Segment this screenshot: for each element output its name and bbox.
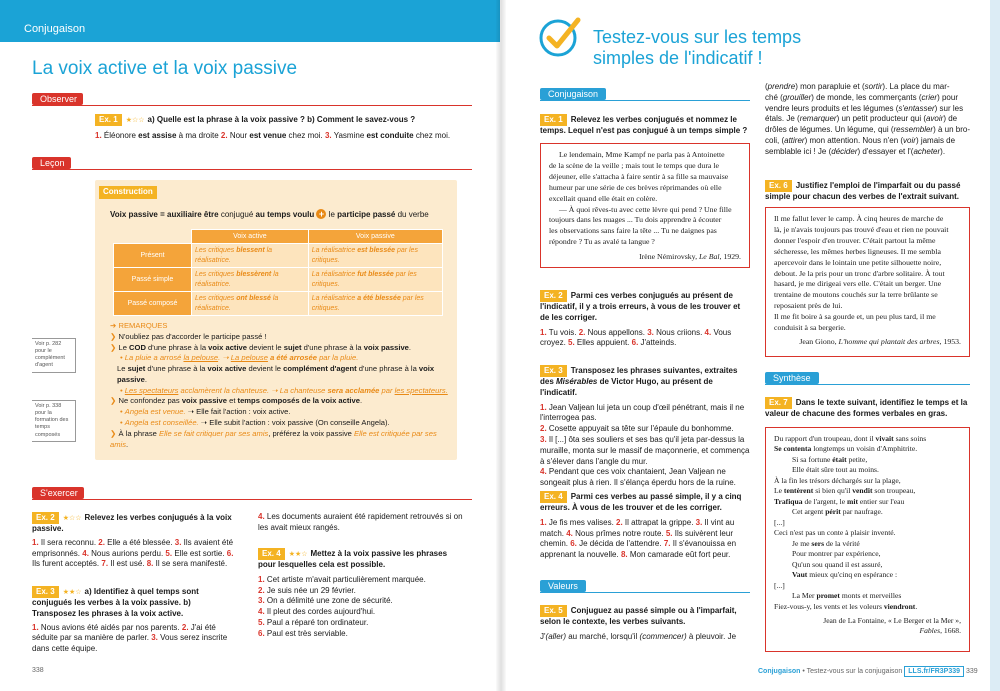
quote-source: Fables, 1668.	[919, 626, 961, 636]
right-exercise-6: Ex. 6 Justifiez l'emploi de l'imparfait ou du passé simple pour chacun des verbes de l'extrait suivant.	[765, 181, 961, 201]
right-edge-band	[990, 0, 1000, 691]
table-row	[114, 292, 443, 316]
right-exercise-2: Ex. 2 Parmi ces verbes conjugués au présent de l'indicatif, il y a trois erreurs, à vous de les trouver et de les corriger. 1. Tu vois. 2. Nous appellons. 3. Nous criions. 4. Vous croyez. 5. Elles appuient. 6. J'atteinds.	[540, 291, 741, 348]
remark-item: ❯ Ne confondez pas voix passive et temps composés de la voix active.	[110, 396, 363, 406]
section-tab-lecon: Leçon	[32, 157, 71, 169]
right-exercise-5-continued: (prendre) mon parapluie et (sortir). La place du mar- ché (grouiller) de monde, les commerçants (crier) pour vendre leurs produits et les légumes (s'entasser) sur les étals. Je (remarquer) un petit producteur qui (avoir) de drôles de légumes. Un légume, qui (ressembler) à un bro- coli, (attirer) mon attention. Nous n'en (voir) jamais de semblable ici ! Je (décider) d'essayer et l'(acheter).	[765, 82, 970, 156]
remark-item: Le sujet d'une phrase à la voix active devient le complément d'agent d'une phrase à la voix passive.	[117, 364, 435, 384]
footer-right: Conjugaison • Testez-vous sur la conjugaison LLS.fr/FR3P339 339	[758, 666, 978, 677]
remark-item: ❯ Le COD d'une phrase à la voix active devient le sujet d'une phrase à la voix passive.	[110, 342, 412, 352]
section-rule	[32, 499, 472, 500]
remarques-block	[110, 321, 455, 450]
page-title: La voix active et la voix passive	[32, 58, 298, 79]
right-exercise-4: Ex. 4 Parmi ces verbes au passé simple, il y a cinq erreurs. À vous de les trouver et de les corriger. 1. Je fis mes valises. 2. Il attrapat la grippe. 3. Il vint au match. 4. Nous prîmes notre route. 5. Ils suivèrent leur chemin. 6. Je décida de l'attendre. 7. Il s'évanouissa en apprenant la nouvelle. 8. Mon camarade eût fort peur.	[540, 492, 742, 560]
right-exercise-1: Ex. 1 Relevez les verbes conjugués et nommez le temps. Lequel n'est pas conjugué à un temps simple ?	[540, 115, 748, 135]
quote-source: Jean de La Fontaine, « Le Berger et la Mer »,	[823, 615, 961, 625]
passive-cell: La réalisatrice a été blessée par les critiques.	[308, 292, 442, 316]
table-row	[114, 244, 443, 268]
quote-box-lafontaine: Du rapport d'un troupeau, dont il vivait sans soins Se contenta longtemps un voisin d'Amphitrite. Si sa fortune était petite, Elle était sûre tout au moins. À la fin les trésors déchargés sur la plage, Le tentèrent si bien qu'il vendit son troupeau, Trafiqua de l'argent, le mit entier sur l'eau Cet argent périt par naufrage. [...] Ceci n'est pas un conte à plaisir inventé. Je me sers de la vérité Pour montrer par expérience, Qu'un sou quand il est assuré, Vaut mieux qu'cinq en espérance : [...] La Mer promet monts et merveilles Fiez-vous-y, les vents et les voleurs viendront. Jean de La Fontaine, « Le Berger et la Mer », Fables, 1668.	[765, 427, 970, 652]
exercise-badge: Ex. 2	[540, 290, 567, 302]
remark-example: • La pluie a arrosé la pelouse. ➝ La pelouse a été arrosée par la pluie.	[120, 353, 359, 363]
exercise-badge: Ex. 2	[32, 512, 59, 524]
exercise-badge: Ex. 7	[765, 397, 792, 409]
conjugation-table	[113, 229, 443, 316]
right-exercise-7: Ex. 7 Dans le texte suivant, identifiez le temps et la valeur de chacune des formes verbales en gras.	[765, 398, 968, 418]
tense-cell: Passé simple	[114, 268, 192, 292]
section-rule	[540, 100, 750, 101]
exercise-badge: Ex. 1	[95, 114, 122, 126]
exercise-badge: Ex. 4	[258, 548, 285, 560]
side-note-temps: Voir p. 338 pour la formation des temps composés	[32, 400, 76, 442]
chapter-band	[0, 0, 500, 42]
tense-cell: Passé composé	[114, 292, 192, 316]
exercise-badge: Ex. 3	[540, 365, 567, 377]
table-row	[114, 268, 443, 292]
section-tab-exercer: S'exercer	[32, 487, 84, 499]
quote-source: Irène Némirovsky, Le Bal, 1929.	[639, 252, 741, 262]
right-title: Testez-vous sur les temps simples de l'indicatif !	[593, 27, 802, 68]
exercise-badge: Ex. 5	[540, 605, 567, 617]
quote-source: Jean Giono, L'homme qui plantait des arbres, 1953.	[799, 336, 961, 346]
quote-box-giono: Il me fallut lever le camp. À cinq heures de marche de là, je n'avais toujours pas trouvé d'eau et rien ne pouvait donner l'espoir d'en trouver. C'était partout la même sécheresse, les mêmes herbes ligneuses. Il me sembla apercevoir dans le lointain une petite silhouette noire, debout. Je la pris pour un tronc d'arbre solitaire. À tout hasard, je me dirigeai vers elle. C'était un berger. Une trentaine de moutons couchés sur la terre brûlante se reposaient près de lui. Il me fit boire à sa gourde et, un peu plus tard, il me conduisit à sa bergerie. Jean Giono, L'homme qui plantait des arbres, 1953.	[765, 207, 970, 357]
construction-label: Construction	[99, 186, 157, 199]
chapter-label: Conjugaison	[24, 23, 86, 35]
difficulty-stars: ★☆☆	[125, 117, 145, 124]
active-cell: Les critiques blessèrent la réalisatrice.	[192, 268, 309, 292]
passive-cell: La réalisatrice fut blessée par les critiques.	[308, 268, 442, 292]
section-rule	[540, 592, 750, 593]
book-gutter	[496, 0, 506, 691]
observer-question: Ex. 1 ★☆☆ a) Quelle est la phrase à la voix passive ? b) Comment le savez-vous ?	[95, 114, 475, 126]
table-corner	[114, 230, 192, 244]
section-tab-valeurs: Valeurs	[540, 580, 586, 592]
exercise-2: Ex. 2 ★☆☆ Relevez les verbes conjugués à la voix passive. 1. Il sera reconnu. 2. Elle a été blessée. 3. Ils avaient été emprisonnés. 4. Nous aurions perdu. 5. Elle est sortie. 6. Ils furent acceptés. 7. Il est usé. 8. Il se sera manifesté.	[32, 513, 234, 569]
plus-icon: +	[316, 209, 326, 219]
active-cell: Les critiques ont blessé la réalisatrice.	[192, 292, 309, 316]
exercise-3: Ex. 3 ★★☆ a) Identifiez à quel temps sont conjugués les verbes à la voix passive. b) Transposez les phrases à la voix active. 1. Nous avions été aidés par nos parents. 2. J'ai été séduite par sa manière de parler. 3. Vous serez inscrite dans cette équipe.	[32, 587, 228, 654]
passive-cell: La réalisatrice est blessée par les critiques.	[308, 244, 442, 268]
checkmark-icon	[538, 14, 584, 60]
remark-example: • Angela est conseillée. ➝ Elle subit l'action : voix passive (On conseille Angela).	[120, 418, 390, 428]
table-header-passive: Voix passive	[308, 230, 442, 244]
remarques-heading: ➔ REMARQUES	[110, 321, 168, 330]
exercise-3-continued: 4. Les documents auraient été rapidement retrouvés si on les avait mieux rangés.	[258, 512, 463, 532]
section-tab-synthese: Synthèse	[765, 372, 819, 384]
remark-item: ❯ À la phrase Elle se fait critiquer par ses amis, préférez la voix passive Elle est critiquée par ses amis.	[110, 428, 437, 449]
remark-example: • Angela est venue. ➝ Elle fait l'action : voix active.	[120, 407, 291, 417]
section-tab-conjugaison: Conjugaison	[540, 88, 606, 100]
page-number-left: 338	[32, 667, 44, 674]
exercise-badge: Ex. 4	[540, 491, 567, 503]
lls-link[interactable]: LLS.fr/FR3P339	[904, 666, 964, 677]
exercise-4: Ex. 4 ★★☆ Mettez à la voix passive les phrases pour lesquelles cela est possible. 1. Cet artiste m'avait particulièrement marquée. 2. Je suis née un 29 février. 3. On a délimité une zone de sécurité. 4. Il pleut des cordes aujourd'hui. 5. Paul a réparé ton ordinateur. 6. Paul est très serviable.	[258, 549, 448, 638]
right-exercise-3: Ex. 3 Transposez les phrases suivantes, extraites des Misérables de Victor Hugo, au présent de l'indicatif. 1. Jean Valjean lui jeta un coup d'œil pénétrant, mais il ne l'interrogea pas. 2. Cosette appuyait sa tête sur l'épaule du bonhomme. 3. Il [...] ôta ses souliers et ses bas qu'il jeta par-dessus la muraille, monta sur le massif de maçonnerie, et commença à s'élever dans l'angle du mur. 4. Pendant que ces voix chantaient, Jean Valjean ne songeait plus à rien. Il s'élança éperdu hors de la ruine.	[540, 366, 750, 488]
page-number-right: 339	[965, 668, 978, 675]
observer-sentences: 1. Éléonore est assise à ma droite 2. Nour est venue chez moi. 3. Yasmine est conduite chez moi.	[95, 131, 451, 140]
construction-formula: Voix passive = auxiliaire être conjugué au temps voulu + le participe passé du verbe	[110, 209, 429, 219]
tense-cell: Présent	[114, 244, 192, 268]
side-note-agent: Voir p. 282 pour le complément d'agent	[32, 338, 76, 373]
exercise-badge: Ex. 3	[32, 586, 59, 598]
right-exercise-5: Ex. 5 Conjuguez au passé simple ou à l'imparfait, selon le contexte, les verbes suivants. J'(aller) au marché, lorsqu'il (commencer) à pleuvoir. Je	[540, 606, 737, 641]
quote-box-nemirovsky: Le lendemain, Mme Kampf ne parla pas à Antoinette de la scène de la veille ; mais tout le temps que dura le déjeuner, elle s'attacha à faire sentir à sa fille sa mauvaise humeur par une série de ces brèves réprimandes où elle excellait quand elle était en colère. — À quoi rêves-tu avec cette lèvre qui pend ? Une fille toujours dans les nuages ... Tu dois apprendre à écouter les observations sans faire la tête ... Tu ne daignes pas répondre ? Tu as avalé ta langue ? Irène Némirovsky, Le Bal, 1929.	[540, 143, 750, 268]
remark-item: ❯ N'oubliez pas d'accorder le participe passé !	[110, 331, 267, 341]
section-tab-observer: Observer	[32, 93, 83, 105]
table-header-active: Voix active	[192, 230, 309, 244]
exercise-badge: Ex. 1	[540, 114, 567, 126]
exercise-badge: Ex. 6	[765, 180, 792, 192]
remark-example: • Les spectateurs acclamèrent la chanteuse. ➝ La chanteuse sera acclamée par les spectateurs.	[120, 385, 448, 395]
active-cell: Les critiques blessent la réalisatrice.	[192, 244, 309, 268]
table-header-row	[114, 230, 443, 244]
section-rule	[765, 384, 970, 385]
section-rule	[32, 169, 472, 170]
section-rule	[32, 105, 472, 106]
